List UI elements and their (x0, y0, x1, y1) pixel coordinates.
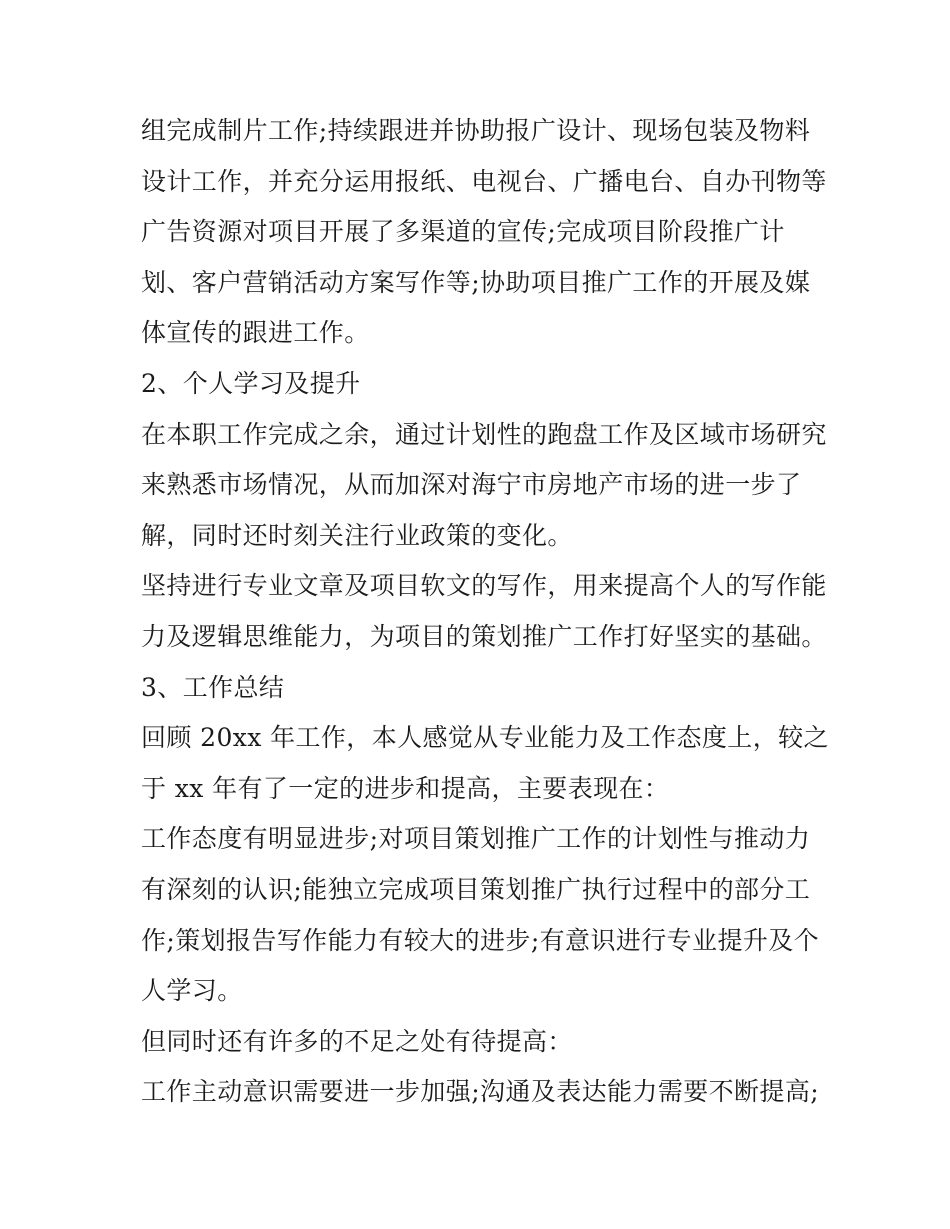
text-line: 在本职工作完成之余，通过计划性的跑盘工作及区域市场研究 (141, 419, 827, 449)
text-line: 回顾 20xx 年工作，本人感觉从专业能力及工作态度上，较之 (141, 723, 829, 753)
document-body (141, 106, 829, 1118)
text-line: 力及逻辑思维能力，为项目的策划推广工作打好坚实的基础。 (141, 621, 827, 651)
text-line: 人学习。 (141, 976, 243, 1006)
text-line: 于 xx 年有了一定的进步和提高，主要表现在： (141, 773, 670, 803)
text-line: 划、客户营销活动方案写作等;协助项目推广工作的开展及媒 (141, 267, 811, 297)
text-line: 广告资源对项目开展了多渠道的宣传;完成项目阶段推广计 (141, 217, 785, 247)
text-line: 体宣传的跟进工作。 (141, 318, 370, 348)
text-line: 工作主动意识需要进一步加强;沟通及表达能力需要不断提高; (141, 1077, 820, 1107)
section-heading: 2、个人学习及提升 (141, 368, 361, 398)
text-line: 坚持进行专业文章及项目软文的写作，用来提高个人的写作能 (141, 571, 827, 601)
text-line: 解，同时还时刻关注行业政策的变化。 (141, 520, 573, 550)
text-line: 作;策划报告写作能力有较大的进步;有意识进行专业提升及个 (141, 925, 820, 955)
text-line: 工作态度有明显进步;对项目策划推广工作的计划性与推动力 (141, 824, 811, 854)
section-heading: 3、工作总结 (141, 672, 285, 702)
text-line: 有深刻的认识;能独立完成项目策划推广执行过程中的部分工 (141, 874, 811, 904)
text-line: 但同时还有许多的不足之处有待提高： (141, 1026, 573, 1056)
text-line: 组完成制片工作;持续跟进并协助报广设计、现场包装及物料 (141, 116, 811, 145)
text-line: 设计工作，并充分运用报纸、电视台、广播电台、自办刊物等 (141, 166, 827, 196)
text-line: 来熟悉市场情况，从而加深对海宁市房地产市场的进一步了 (141, 470, 802, 500)
